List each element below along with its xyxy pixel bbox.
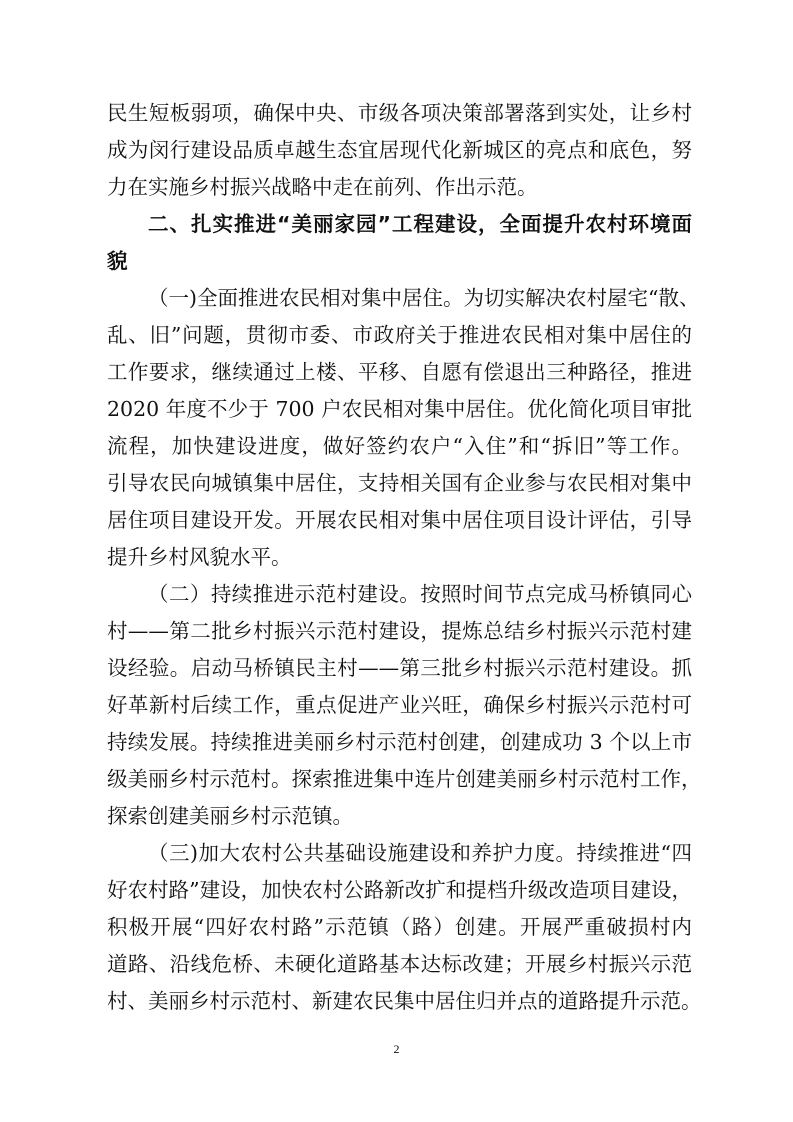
page-number: 2 xyxy=(393,1042,400,1056)
body-text-line: 好革新村后续工作，重点促进产业兴旺，确保乡村振兴示范村可 xyxy=(107,693,692,717)
body-text-line: 民生短板弱项，确保中央、市级各项决策部署落到实处，让乡村 xyxy=(107,101,692,125)
body-text-line: 力在实施乡村振兴战略中走在前列、作出示范。 xyxy=(107,175,538,199)
body-text-line: 工作要求，继续通过上楼、平移、自愿有偿退出三种路径，推进 xyxy=(107,360,692,384)
section-heading-continuation: 貌 xyxy=(107,249,128,273)
body-text-line: 村——第二批乡村振兴示范村建设，提炼总结乡村振兴示范村建 xyxy=(107,619,692,643)
body-text-line: 流程，加快建设进度，做好签约农户“入住”和“拆旧”等工作。 xyxy=(107,434,692,458)
body-text-line: 级美丽乡村示范村。探索推进集中连片创建美丽乡村示范村工作， xyxy=(107,767,702,791)
body-text-line: 持续发展。持续推进美丽乡村示范村创建，创建成功 3 个以上市 xyxy=(107,730,692,754)
subsection-3-first-line: （三)加大农村公共基础设施建设和养护力度。持续推进“四 xyxy=(148,841,692,865)
body-text-line: 道路、沿线危桥、未硬化道路基本达标改建；开展乡村振兴示范 xyxy=(107,952,692,976)
body-text-line: 好农村路”建设，加快农村公路新改扩和提档升级改造项目建设， xyxy=(107,878,692,902)
body-text-line: 成为闵行建设品质卓越生态宜居现代化新城区的亮点和底色，努 xyxy=(107,138,692,162)
body-text-line: 积极开展“四好农村路”示范镇（路）创建。开展严重破损村内 xyxy=(107,915,692,939)
body-text-line: 居住项目建设开发。开展农民相对集中居住项目设计评估，引导 xyxy=(107,508,692,532)
body-text-line: 乱、旧”问题，贯彻市委、市政府关于推进农民相对集中居住的 xyxy=(107,323,692,347)
body-text-line: 探索创建美丽乡村示范镇。 xyxy=(107,804,353,828)
body-text-line: 提升乡村风貌水平。 xyxy=(107,545,292,569)
body-text-line: 引导农民向城镇集中居住，支持相关国有企业参与农民相对集中 xyxy=(107,471,692,495)
section-heading: 二、扎实推进“美丽家园”工程建设，全面提升农村环境面 xyxy=(148,212,692,236)
body-text-line: 设经验。启动马桥镇民主村——第三批乡村振兴示范村建设。抓 xyxy=(107,656,692,680)
subsection-1-first-line: （一)全面推进农民相对集中居住。为切实解决农村屋宅“散、 xyxy=(148,286,700,310)
subsection-2-first-line: （二）持续推进示范村建设。按照时间节点完成马桥镇同心 xyxy=(148,582,692,606)
body-text-line: 村、美丽乡村示范村、新建农民集中居住归并点的道路提升示范。 xyxy=(107,989,702,1013)
body-text-line: 2020 年度不少于 700 户农民相对集中居住。优化简化项目审批 xyxy=(107,397,692,421)
